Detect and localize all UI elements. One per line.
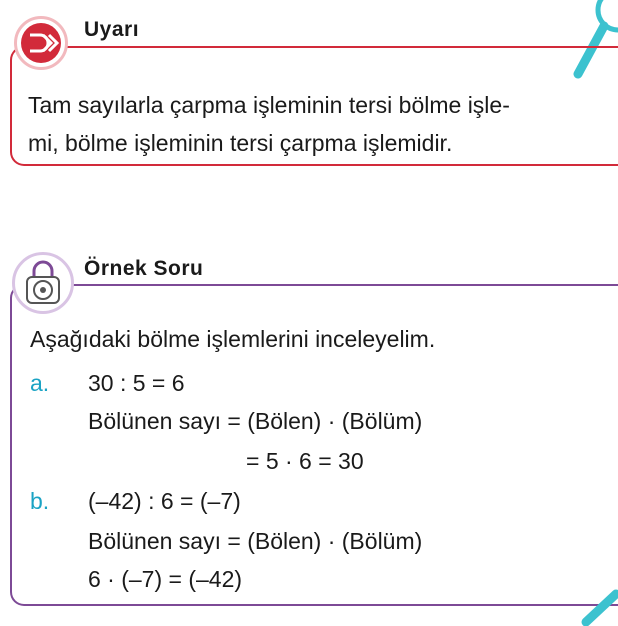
padlock-icon (12, 252, 74, 314)
item-a-equation: 30 : 5 = 6 (88, 370, 185, 396)
arrow-badge-icon (21, 23, 61, 63)
item-b-letter: b. (30, 488, 50, 514)
warning-line-1: Tam sayılarla çarpma işleminin tersi bölme işle- (28, 92, 510, 118)
item-b-relation: Bölünen sayı = (Bölen) · (Bölüm) (88, 528, 423, 554)
warning-line-2: mi, bölme işleminin tersi çarpma işlemidir. (28, 130, 453, 156)
warning-badge (14, 16, 68, 70)
warning-text (28, 86, 613, 162)
item-b-result: 6 · (–7) = (–42) (88, 566, 243, 592)
example-title: Örnek Soru (84, 257, 204, 280)
example-intro: Aşağıdaki bölme işlemlerini inceleyelim. (30, 326, 436, 352)
warning-title: Uyarı (84, 18, 140, 41)
item-b-equation: (–42) : 6 = (–7) (88, 488, 241, 514)
item-a-relation: Bölünen sayı = (Bölen) · (Bölüm) (88, 408, 423, 434)
pencil-icon (580, 588, 618, 626)
item-a-letter: a. (30, 370, 50, 396)
item-a-result: = 5 · 6 = 30 (246, 448, 364, 474)
